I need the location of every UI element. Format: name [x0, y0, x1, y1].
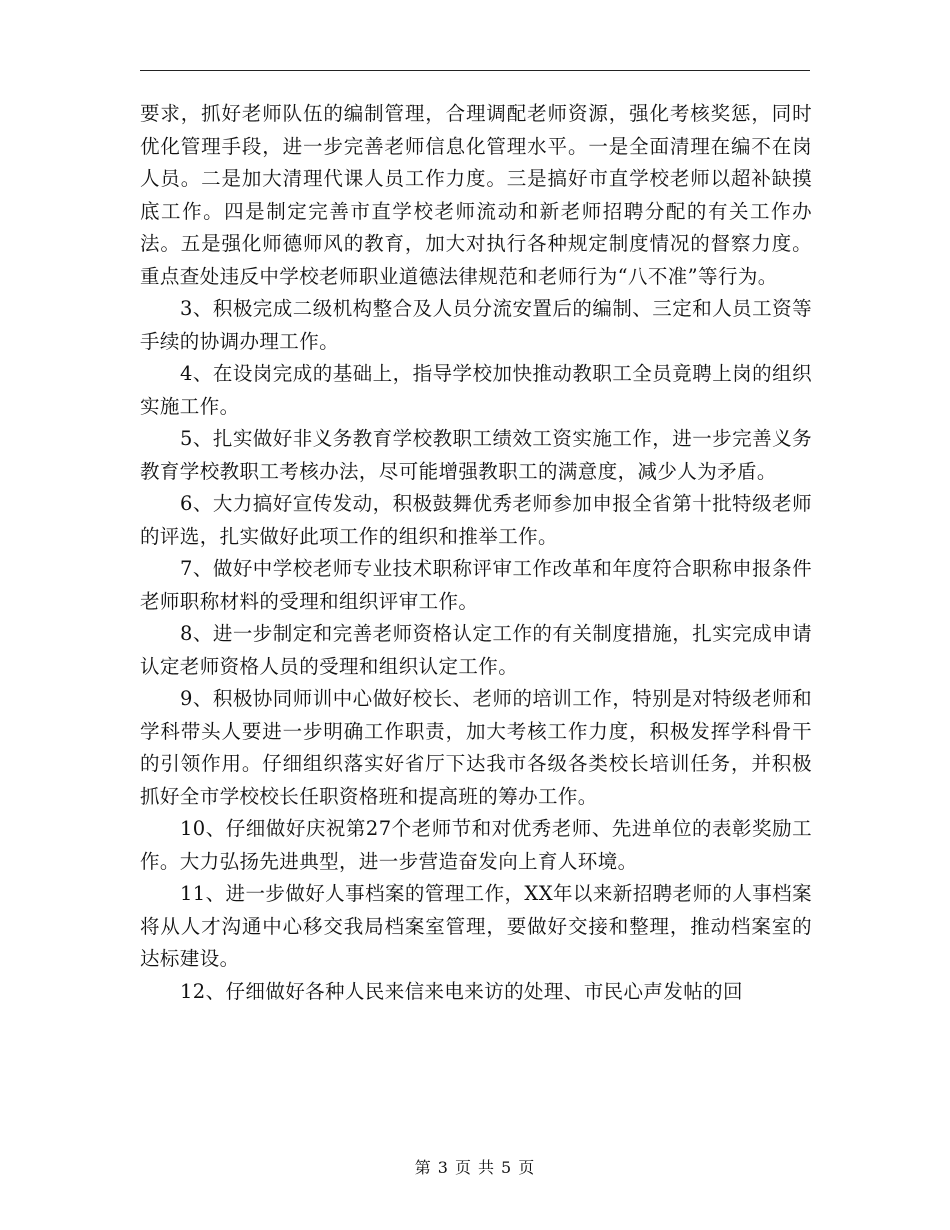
paragraph-item-3: 3、积极完成二级机构整合及人员分流安置后的编制、三定和人员工资等手续的协调办理工作。 [140, 297, 812, 353]
footer-suffix: 页 [518, 1158, 536, 1177]
paragraph-item-11: 11、进一步做好人事档案的管理工作，XX年以来新招聘老师的人事档案将从人才沟通中心移交我局档案室管理，要做好交接和整理，推动档案室的达标建设。 [140, 882, 812, 970]
document-body [140, 98, 812, 1008]
paragraph-item-7: 7、做好中学校老师专业技术职称评审工作改革和年度符合职称申报条件老师职称材料的受理和组织评审工作。 [140, 557, 812, 613]
paragraph-item-12: 12、仔细做好各种人民来信来电来访的处理、市民心声发帖的回 [180, 979, 743, 1003]
footer-current-page: 3 [437, 1158, 449, 1177]
paragraph-item-5: 5、扎实做好非义务教育学校教职工绩效工资实施工作，进一步完善义务教育学校教职工考核办法，尽可能增强教职工的满意度，减少人为矛盾。 [140, 427, 812, 483]
paragraph-item-6: 6、大力搞好宣传发动，积极鼓舞优秀老师参加申报全省第十批特级老师的评选，扎实做好此项工作的组织和推举工作。 [140, 492, 812, 548]
footer-prefix: 第 [414, 1158, 432, 1177]
footer-middle: 页 共 [454, 1158, 496, 1177]
paragraph-item-10: 10、仔细做好庆祝第27个老师节和对优秀老师、先进单位的表彰奖励工作。大力弘扬先进典型，进一步营造奋发向上育人环境。 [140, 817, 812, 873]
paragraph-item-8: 8、进一步制定和完善老师资格认定工作的有关制度措施，扎实完成申请认定老师资格人员的受理和组织认定工作。 [140, 622, 812, 678]
paragraph-item-9: 9、积极协同师训中心做好校长、老师的培训工作，特别是对特级老师和学科带头人要进一步明确工作职责，加大考核工作力度，积极发挥学科骨干的引领作用。仔细组织落实好省厅下达我市各级各类校长培训任务，并积极抓好全市学校校长任职资格班和提高班的筹办工作。 [140, 687, 812, 808]
paragraph-item-4: 4、在设岗完成的基础上，指导学校加快推动教职工全员竟聘上岗的组织实施工作。 [140, 362, 812, 418]
footer-total-pages: 5 [501, 1158, 513, 1177]
page-footer [0, 1155, 950, 1178]
header-rule [140, 70, 810, 71]
paragraph-continued: 要求，抓好老师队伍的编制管理，合理调配老师资源，强化考核奖惩，同时优化管理手段，进一步完善老师信息化管理水平。一是全面清理在编不在岗人员。二是加大清理代课人员工作力度。三是搞好市直学校老师以超补缺摸底工作。四是制定完善市直学校老师流动和新老师招聘分配的有关工作办法。五是强化师德师风的教育，加大对执行各种规定制度情况的督察力度。重点查处违反中学校老师职业道德法律规范和老师行为“八不准”等行为。 [140, 102, 812, 288]
